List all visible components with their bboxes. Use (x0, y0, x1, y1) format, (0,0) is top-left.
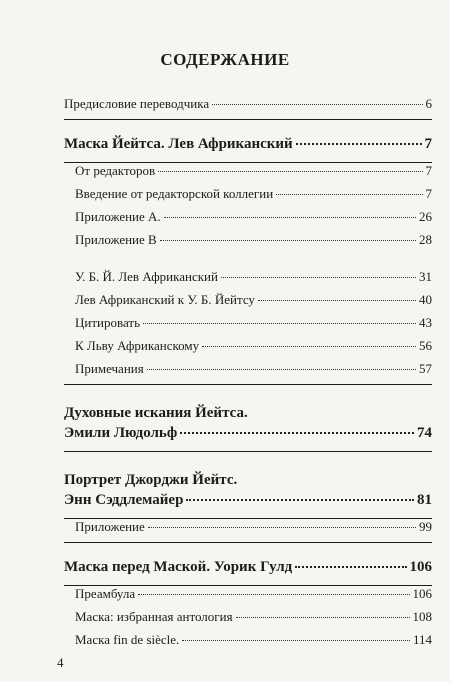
toc-part-label: Энн Сэддлемайер (64, 492, 184, 508)
toc-entry-label: Введение от редакторской коллегии (75, 186, 274, 201)
dot-leader (296, 143, 422, 145)
toc-entry (64, 632, 432, 655)
toc-entry (64, 519, 432, 542)
dot-leader (236, 617, 410, 618)
toc-entry (64, 186, 432, 209)
toc-entry-label: Лев Африканский к У. Б. Йейтсу (75, 292, 255, 307)
toc-entry (64, 269, 432, 292)
toc-part-4 (64, 559, 432, 585)
toc-entry-page: 114 (412, 632, 432, 647)
toc-entry-label: Маска: избранная антология (75, 609, 233, 624)
toc-entry-page: 31 (419, 269, 432, 284)
toc-part-page: 81 (417, 492, 432, 508)
dot-leader (276, 194, 422, 195)
toc-part-page: 106 (409, 559, 432, 575)
toc-entry-label: К Льву Африканскому (75, 338, 200, 353)
toc-entry-label: Преамбула (75, 586, 136, 601)
dot-leader (221, 277, 416, 278)
toc-part-2-title: Духовные искания Йейтса. (64, 405, 248, 421)
toc-entry (64, 609, 432, 632)
dot-leader (164, 217, 416, 218)
dot-leader (295, 566, 406, 568)
toc-entry-label: Приложение (75, 519, 145, 534)
dot-leader (138, 594, 409, 595)
toc-entry-page: 106 (412, 586, 432, 601)
toc-entry (64, 586, 432, 609)
toc-entry-page: 7 (425, 163, 432, 178)
toc-entry-label: От редакторов (75, 163, 156, 178)
toc-entry-page: 43 (419, 315, 432, 330)
toc-entry-page: 28 (419, 232, 432, 247)
toc-entry-page: 99 (419, 519, 432, 534)
dot-leader (148, 527, 416, 528)
dot-leader (147, 369, 416, 370)
toc-entry-label: Примечания (75, 361, 144, 376)
toc-part-3-title: Портрет Джорджи Йейтс. (64, 472, 238, 488)
toc-part-label: Эмили Людольф (64, 425, 178, 441)
toc-entry-preface (64, 96, 432, 119)
dot-leader (160, 240, 416, 241)
toc-entry-label: Приложение В (75, 232, 157, 247)
toc-part-1 (64, 136, 432, 162)
toc-entry-page: 108 (412, 609, 432, 624)
dot-leader (180, 432, 414, 434)
toc-entry (64, 163, 432, 186)
toc-entry (64, 338, 432, 361)
dot-leader (182, 640, 410, 641)
toc-entry-page: 26 (419, 209, 432, 224)
toc-entry (64, 315, 432, 338)
toc-entry-label: У. Б. Й. Лев Африканский (75, 269, 218, 284)
toc-entry (64, 361, 432, 384)
dot-leader (258, 300, 416, 301)
toc-entry (64, 209, 432, 232)
toc-entry-page: 56 (419, 338, 432, 353)
toc-entry-label: Маска fin de siècle. (75, 632, 180, 647)
toc-entry-label: Предисловие переводчика (64, 96, 210, 111)
dot-leader (212, 104, 422, 105)
toc-part-page: 74 (417, 425, 432, 441)
dot-leader (186, 499, 414, 501)
toc-entry (64, 292, 432, 315)
toc-entry-label: Приложение А. (75, 209, 161, 224)
page-title: СОДЕРЖАНИЕ (160, 50, 290, 69)
toc-part-label: Маска Йейтса. Лев Африканский (64, 136, 293, 152)
toc-part-page: 7 (424, 136, 432, 152)
table-of-contents (64, 96, 432, 655)
toc-part-2 (64, 425, 432, 451)
toc-part-label: Маска перед Маской. Уорик Гулд (64, 559, 293, 575)
toc-entry-page: 7 (425, 186, 432, 201)
toc-entry-label: Цитировать (75, 315, 140, 330)
page-number: 4 (57, 655, 64, 670)
toc-entry-page: 57 (419, 361, 432, 376)
dot-leader (143, 323, 416, 324)
toc-part-3 (64, 492, 432, 518)
dot-leader (202, 346, 416, 347)
toc-entry-page: 40 (419, 292, 432, 307)
toc-entry (64, 232, 432, 255)
toc-entry-page: 6 (425, 96, 432, 111)
dot-leader (158, 171, 422, 172)
